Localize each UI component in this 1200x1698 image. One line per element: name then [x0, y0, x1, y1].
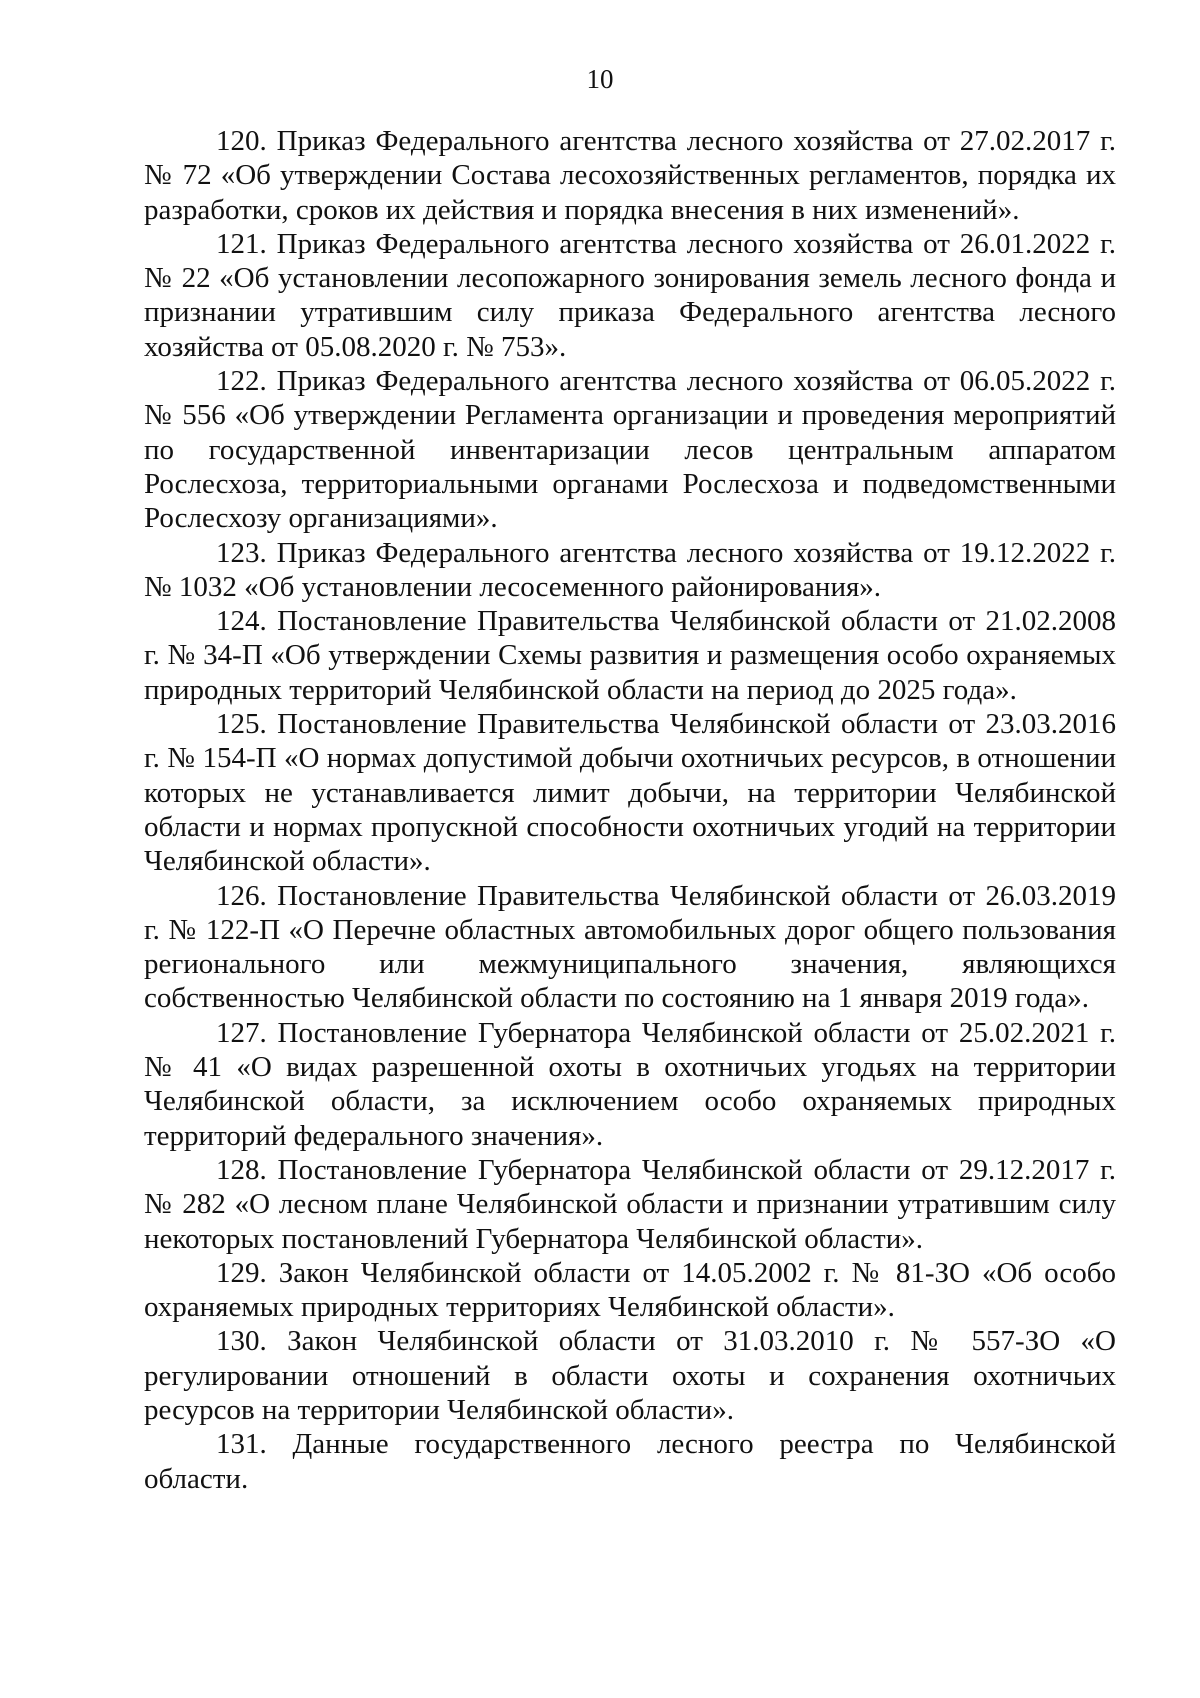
- list-item-124: 124. Постановление Правительства Челябинской области от 21.02.2008 г. № 34-П «Об утверждении Схемы развития и размещения особо охраняемых природных территорий Челябинской области на период до 2025 года».: [144, 605, 1116, 706]
- list-item-129: 129. Закон Челябинской области от 14.05.2002 г. № 81-ЗО «Об особо охраняемых природных территориях Челябинской области».: [144, 1256, 1116, 1324]
- list-item-130: 130. Закон Челябинской области от 31.03.2010 г. № 557-ЗО «О регулировании отношений в области охоты и сохранения охотничьих ресурсов на территории Челябинской области».: [144, 1325, 1116, 1426]
- list-item-127: 127. Постановление Губернатора Челябинской области от 25.02.2021 г. № 41 «О видах разрешенной охоты в охотничьих угодьях на территории Челябинской области, за исключением особо охраняемых природных территорий федерального значения».: [144, 1016, 1116, 1152]
- list-item-128: 128. Постановление Губернатора Челябинской области от 29.12.2017 г. № 282 «О лесном плане Челябинской области и признании утратившим силу некоторых постановлений Губернатора Челябинской области».: [144, 1153, 1116, 1255]
- list-item-123: 123. Приказ Федерального агентства лесного хозяйства от 19.12.2022 г. № 1032 «Об установлении лесосеменного районирования».: [144, 536, 1116, 603]
- list-item-126: 126. Постановление Правительства Челябинской области от 26.03.2019 г. № 122-П «О Перечне областных автомобильных дорог общего пользования регионального или межмуниципального значения, являющихся собственностью Челябинской области по состоянию на 1 января 2019 года».: [144, 879, 1116, 1015]
- page-number: 10: [586, 64, 614, 94]
- list-item-131: 131. Данные государственного лесного реестра по Челябинской области.: [144, 1428, 1116, 1495]
- list-item-120: 120. Приказ Федерального агентства лесного хозяйства от 27.02.2017 г. № 72 «Об утверждении Состава лесохозяйственных регламентов, порядка их разработки, сроков их действия и порядка внесения в них изменений».: [144, 125, 1116, 226]
- reference-list: [144, 124, 1116, 1496]
- list-item-122: 122. Приказ Федерального агентства лесного хозяйства от 06.05.2022 г. № 556 «Об утверждении Регламента организации и проведения мероприятий по государственной инвентаризации лесов центральным аппаратом Рослесхоза, территориальными органами Рослесхоза и подведомственными Рослесхозу организациями».: [144, 365, 1116, 535]
- list-item-125: 125. Постановление Правительства Челябинской области от 23.03.2016 г. № 154-П «О нормах допустимой добычи охотничьих ресурсов, в отношении которых не устанавливается лимит добычи, на территории Челябинской области и нормах пропускной способности охотничьих угодий на территории Челябинской области».: [144, 708, 1116, 878]
- list-item-121: 121. Приказ Федерального агентства лесного хозяйства от 26.01.2022 г. № 22 «Об установлении лесопожарного зонирования земель лесного фонда и признании утратившим силу приказа Федерального агентства лесного хозяйства от 05.08.2020 г. № 753».: [144, 227, 1116, 363]
